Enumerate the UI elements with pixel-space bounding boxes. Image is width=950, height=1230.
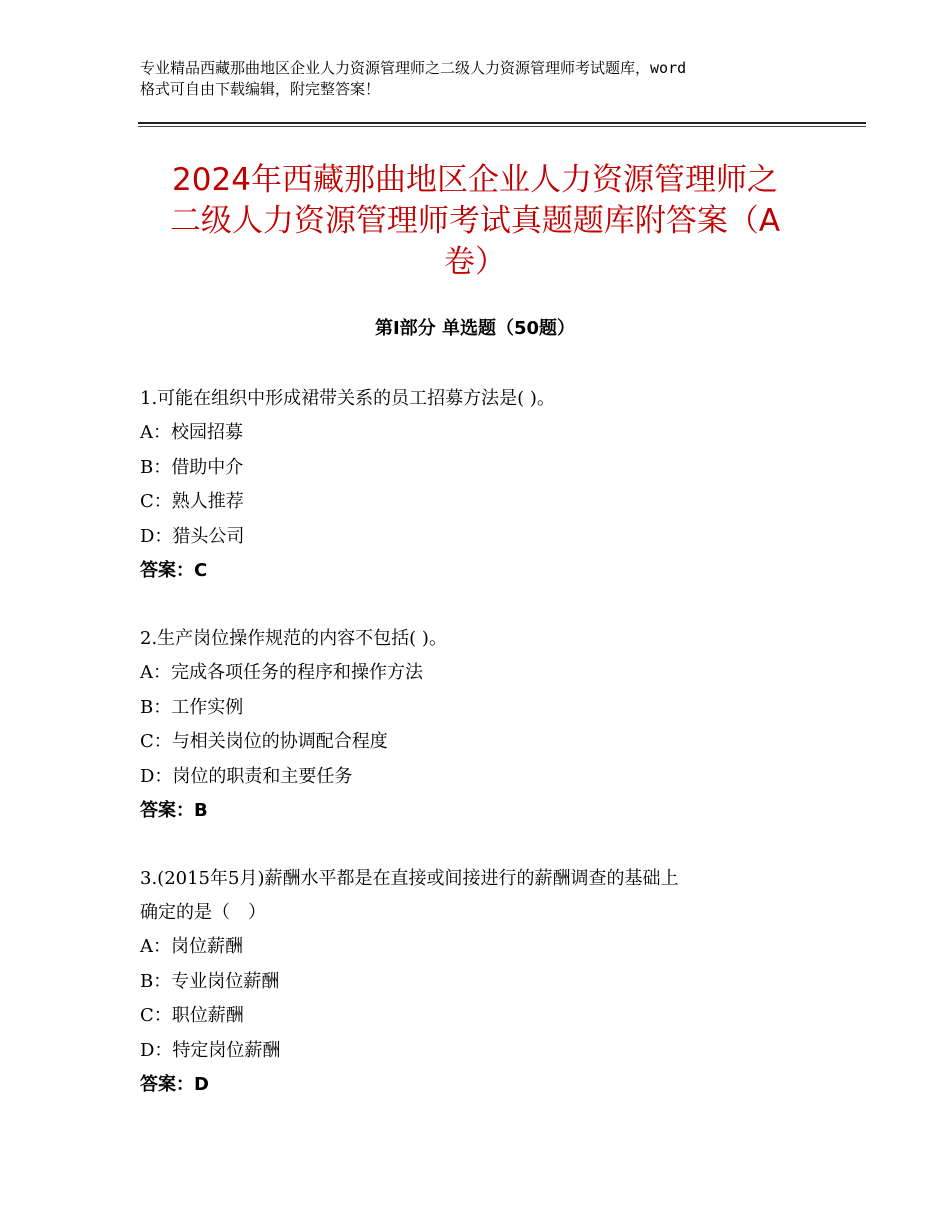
option-d: D：特定岗位薪酬	[140, 1039, 281, 1061]
section-title: 第Ⅰ部分 单选题（50题）	[374, 318, 575, 339]
header-note	[140, 58, 820, 100]
option-c: C：与相关岗位的协调配合程度	[140, 731, 388, 752]
document-title	[135, 160, 815, 283]
answer-line: 答案：B	[140, 800, 208, 821]
question-stem: 1.可能在组织中形成裙带关系的员工招募方法是( )。	[140, 388, 555, 409]
document-title-line-2: 二级人力资源管理师考试真题题库附答案（A	[169, 203, 781, 239]
question-1	[140, 382, 820, 588]
question-list	[140, 382, 820, 1136]
question-2	[140, 622, 820, 828]
header-note-line-2: 格式可自由下载编辑，附完整答案！	[140, 80, 381, 98]
option-b: B：借助中介	[140, 456, 244, 478]
header-divider-thin	[138, 126, 866, 127]
option-d: D：猎头公司	[140, 525, 245, 547]
document-title-line-3: 卷）	[444, 244, 506, 280]
question-3	[140, 862, 820, 1102]
header-note-line-1: 专业精品西藏那曲地区企业人力资源管理师之二级人力资源管理师考试题库，word	[140, 59, 687, 77]
header-divider-thick	[138, 122, 866, 124]
question-stem: 2.生产岗位操作规范的内容不包括( )。	[140, 628, 447, 649]
answer-line: 答案：D	[140, 1074, 209, 1095]
option-c: C：职位薪酬	[140, 1005, 244, 1026]
option-a: A：完成各项任务的程序和操作方法	[140, 662, 423, 683]
option-c: C：熟人推荐	[140, 491, 244, 512]
option-b: B：工作实例	[140, 696, 244, 718]
answer-line: 答案：C	[140, 560, 208, 581]
option-b: B：专业岗位薪酬	[140, 970, 280, 992]
question-stem-continuation: 确定的是（ ）	[140, 902, 266, 923]
document-title-line-1: 2024年西藏那曲地区企业人力资源管理师之	[172, 162, 778, 198]
option-d: D：岗位的职责和主要任务	[140, 765, 353, 787]
question-stem: 3.(2015年5月)薪酬水平都是在直接或间接进行的薪酬调查的基础上	[140, 868, 679, 889]
option-a: A：岗位薪酬	[140, 936, 243, 957]
option-a: A：校园招募	[140, 422, 243, 443]
